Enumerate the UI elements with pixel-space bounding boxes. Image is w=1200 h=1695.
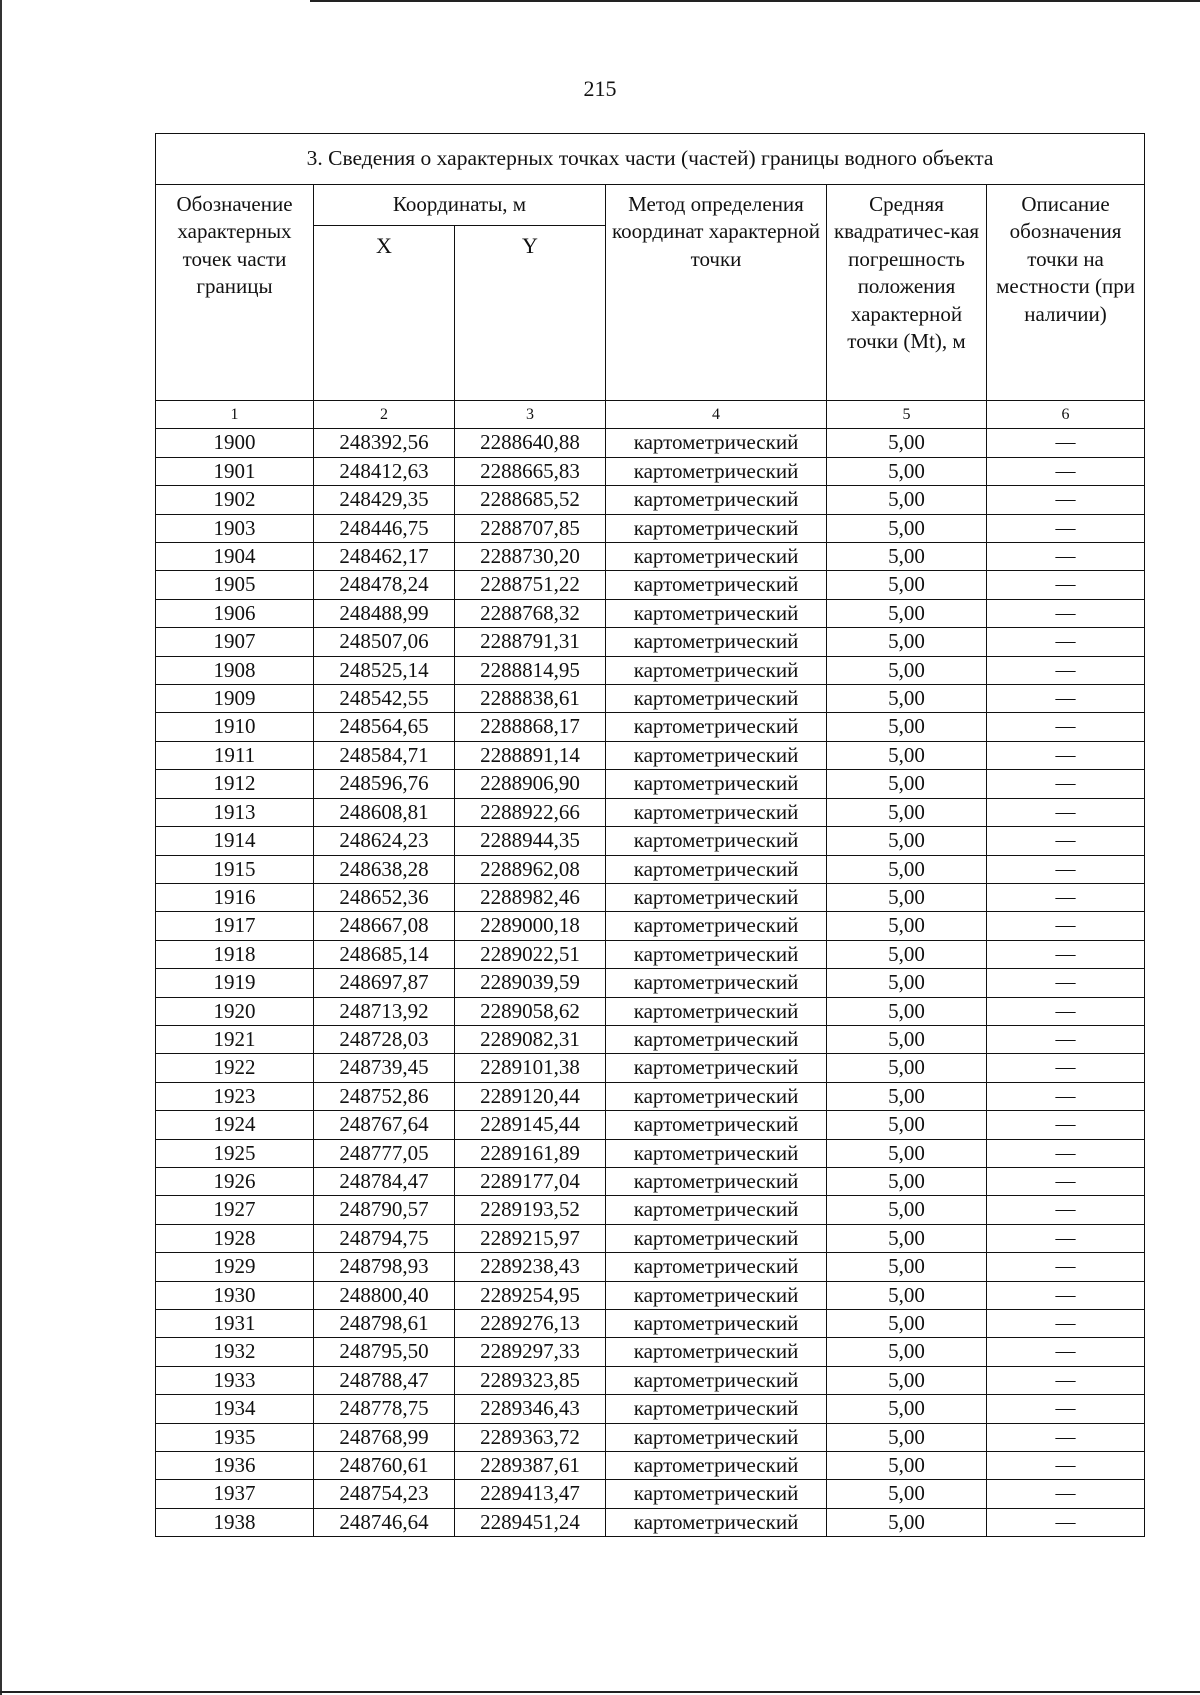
- table-row: [156, 1054, 1145, 1082]
- coord-y-cell: 2289215,97: [455, 1224, 606, 1252]
- table-row: [156, 940, 1145, 968]
- table-row: [156, 571, 1145, 599]
- coord-y-cell: 2289022,51: [455, 940, 606, 968]
- accuracy-cell: 5,00: [827, 1423, 987, 1451]
- point-id-cell: 1919: [156, 969, 314, 997]
- method-cell: картометрический: [606, 486, 827, 514]
- point-id-cell: 1928: [156, 1224, 314, 1252]
- coord-y-cell: 2288868,17: [455, 713, 606, 741]
- boundary-points-table: [155, 133, 1145, 1537]
- table-row: [156, 1111, 1145, 1139]
- accuracy-cell: 5,00: [827, 912, 987, 940]
- description-cell: —: [987, 1253, 1145, 1281]
- accuracy-cell: 5,00: [827, 1196, 987, 1224]
- table-row: [156, 1395, 1145, 1423]
- point-id-cell: 1911: [156, 741, 314, 769]
- column-number: 2: [314, 401, 455, 429]
- coord-x-cell: 248392,56: [314, 429, 455, 457]
- table-row: [156, 1281, 1145, 1309]
- method-cell: картометрический: [606, 599, 827, 627]
- header-designation: Обозначение характерных точек части границы: [156, 185, 314, 401]
- description-cell: —: [987, 486, 1145, 514]
- coord-y-cell: 2289145,44: [455, 1111, 606, 1139]
- method-cell: картометрический: [606, 1196, 827, 1224]
- table-row: [156, 1196, 1145, 1224]
- table-row: [156, 1338, 1145, 1366]
- coord-x-cell: 248760,61: [314, 1452, 455, 1480]
- point-id-cell: 1905: [156, 571, 314, 599]
- coord-x-cell: 248652,36: [314, 883, 455, 911]
- table-row: [156, 685, 1145, 713]
- accuracy-cell: 5,00: [827, 1452, 987, 1480]
- coord-y-cell: 2288962,08: [455, 855, 606, 883]
- accuracy-cell: 5,00: [827, 543, 987, 571]
- header-x: X: [314, 226, 455, 401]
- description-cell: —: [987, 912, 1145, 940]
- point-id-cell: 1923: [156, 1082, 314, 1110]
- coord-x-cell: 248788,47: [314, 1366, 455, 1394]
- accuracy-cell: 5,00: [827, 1395, 987, 1423]
- table-row: [156, 1139, 1145, 1167]
- description-cell: —: [987, 741, 1145, 769]
- point-id-cell: 1908: [156, 656, 314, 684]
- point-id-cell: 1915: [156, 855, 314, 883]
- accuracy-cell: 5,00: [827, 1025, 987, 1053]
- method-cell: картометрический: [606, 628, 827, 656]
- description-cell: —: [987, 1167, 1145, 1195]
- method-cell: картометрический: [606, 912, 827, 940]
- coord-y-cell: 2289193,52: [455, 1196, 606, 1224]
- description-cell: —: [987, 1480, 1145, 1508]
- coord-y-cell: 2288730,20: [455, 543, 606, 571]
- accuracy-cell: 5,00: [827, 571, 987, 599]
- coord-y-cell: 2289058,62: [455, 997, 606, 1025]
- accuracy-cell: 5,00: [827, 457, 987, 485]
- description-cell: —: [987, 685, 1145, 713]
- table-row: [156, 1452, 1145, 1480]
- table-caption: 3. Сведения о характерных точках части (частей) границы водного объекта: [156, 134, 1145, 185]
- method-cell: картометрический: [606, 1508, 827, 1536]
- scan-edge-top: [310, 0, 1200, 2]
- point-id-cell: 1930: [156, 1281, 314, 1309]
- accuracy-cell: 5,00: [827, 1310, 987, 1338]
- description-cell: —: [987, 940, 1145, 968]
- accuracy-cell: 5,00: [827, 883, 987, 911]
- accuracy-cell: 5,00: [827, 429, 987, 457]
- accuracy-cell: 5,00: [827, 656, 987, 684]
- coord-y-cell: 2289120,44: [455, 1082, 606, 1110]
- accuracy-cell: 5,00: [827, 827, 987, 855]
- table-row: [156, 713, 1145, 741]
- table-row: [156, 457, 1145, 485]
- coord-y-cell: 2288685,52: [455, 486, 606, 514]
- coord-y-cell: 2289451,24: [455, 1508, 606, 1536]
- description-cell: —: [987, 628, 1145, 656]
- description-cell: —: [987, 656, 1145, 684]
- scan-edge-bottom: [0, 1691, 1200, 1693]
- coord-x-cell: 248507,06: [314, 628, 455, 656]
- point-id-cell: 1903: [156, 514, 314, 542]
- coord-x-cell: 248752,86: [314, 1082, 455, 1110]
- description-cell: —: [987, 1139, 1145, 1167]
- point-id-cell: 1921: [156, 1025, 314, 1053]
- accuracy-cell: 5,00: [827, 770, 987, 798]
- table-row: [156, 599, 1145, 627]
- table-row: [156, 855, 1145, 883]
- point-id-cell: 1912: [156, 770, 314, 798]
- accuracy-cell: 5,00: [827, 599, 987, 627]
- accuracy-cell: 5,00: [827, 514, 987, 542]
- point-id-cell: 1933: [156, 1366, 314, 1394]
- method-cell: картометрический: [606, 457, 827, 485]
- point-id-cell: 1914: [156, 827, 314, 855]
- method-cell: картометрический: [606, 883, 827, 911]
- coord-x-cell: 248624,23: [314, 827, 455, 855]
- coord-y-cell: 2289161,89: [455, 1139, 606, 1167]
- coord-y-cell: 2288768,32: [455, 599, 606, 627]
- header-method: Метод определения координат характерной точки: [606, 185, 827, 401]
- coord-x-cell: 248754,23: [314, 1480, 455, 1508]
- point-id-cell: 1909: [156, 685, 314, 713]
- method-cell: картометрический: [606, 1224, 827, 1252]
- description-cell: —: [987, 457, 1145, 485]
- table-row: [156, 1082, 1145, 1110]
- coord-y-cell: 2288944,35: [455, 827, 606, 855]
- point-id-cell: 1906: [156, 599, 314, 627]
- method-cell: картометрический: [606, 855, 827, 883]
- table-row: [156, 486, 1145, 514]
- table-row: [156, 514, 1145, 542]
- accuracy-cell: 5,00: [827, 1054, 987, 1082]
- description-cell: —: [987, 883, 1145, 911]
- coord-x-cell: 248778,75: [314, 1395, 455, 1423]
- table-row: [156, 883, 1145, 911]
- coord-x-cell: 248488,99: [314, 599, 455, 627]
- coord-x-cell: 248800,40: [314, 1281, 455, 1309]
- point-id-cell: 1920: [156, 997, 314, 1025]
- coord-y-cell: 2289413,47: [455, 1480, 606, 1508]
- method-cell: картометрический: [606, 1111, 827, 1139]
- coord-x-cell: 248542,55: [314, 685, 455, 713]
- coord-y-cell: 2289000,18: [455, 912, 606, 940]
- coord-y-cell: 2288838,61: [455, 685, 606, 713]
- point-id-cell: 1917: [156, 912, 314, 940]
- table-row: [156, 1310, 1145, 1338]
- description-cell: —: [987, 1310, 1145, 1338]
- coord-x-cell: 248739,45: [314, 1054, 455, 1082]
- coord-y-cell: 2288707,85: [455, 514, 606, 542]
- table-row: [156, 1025, 1145, 1053]
- coord-x-cell: 248412,63: [314, 457, 455, 485]
- point-id-cell: 1900: [156, 429, 314, 457]
- coord-y-cell: 2289276,13: [455, 1310, 606, 1338]
- table-row: [156, 543, 1145, 571]
- column-number: 6: [987, 401, 1145, 429]
- point-id-cell: 1926: [156, 1167, 314, 1195]
- coord-x-cell: 248478,24: [314, 571, 455, 599]
- description-cell: —: [987, 1111, 1145, 1139]
- accuracy-cell: 5,00: [827, 969, 987, 997]
- table-row: [156, 912, 1145, 940]
- coord-x-cell: 248790,57: [314, 1196, 455, 1224]
- coord-y-cell: 2288640,88: [455, 429, 606, 457]
- coord-x-cell: 248525,14: [314, 656, 455, 684]
- coord-x-cell: 248767,64: [314, 1111, 455, 1139]
- accuracy-cell: 5,00: [827, 940, 987, 968]
- coord-y-cell: 2289387,61: [455, 1452, 606, 1480]
- description-cell: —: [987, 713, 1145, 741]
- coord-y-cell: 2289238,43: [455, 1253, 606, 1281]
- coord-x-cell: 248697,87: [314, 969, 455, 997]
- accuracy-cell: 5,00: [827, 1167, 987, 1195]
- coord-x-cell: 248462,17: [314, 543, 455, 571]
- method-cell: картометрический: [606, 429, 827, 457]
- point-id-cell: 1904: [156, 543, 314, 571]
- coord-x-cell: 248784,47: [314, 1167, 455, 1195]
- coord-y-cell: 2289323,85: [455, 1366, 606, 1394]
- coord-x-cell: 248446,75: [314, 514, 455, 542]
- column-number: 5: [827, 401, 987, 429]
- method-cell: картометрический: [606, 713, 827, 741]
- coord-y-cell: 2289039,59: [455, 969, 606, 997]
- accuracy-cell: 5,00: [827, 741, 987, 769]
- accuracy-cell: 5,00: [827, 1508, 987, 1536]
- column-number: 1: [156, 401, 314, 429]
- method-cell: картометрический: [606, 1310, 827, 1338]
- point-id-cell: 1927: [156, 1196, 314, 1224]
- method-cell: картометрический: [606, 1253, 827, 1281]
- description-cell: —: [987, 429, 1145, 457]
- coord-x-cell: 248638,28: [314, 855, 455, 883]
- accuracy-cell: 5,00: [827, 1480, 987, 1508]
- column-number-row: [156, 401, 1145, 429]
- coord-y-cell: 2288906,90: [455, 770, 606, 798]
- column-number: 4: [606, 401, 827, 429]
- method-cell: картометрический: [606, 798, 827, 826]
- description-cell: —: [987, 969, 1145, 997]
- coord-x-cell: 248584,71: [314, 741, 455, 769]
- table-row: [156, 827, 1145, 855]
- table-row: [156, 1480, 1145, 1508]
- accuracy-cell: 5,00: [827, 713, 987, 741]
- description-cell: —: [987, 770, 1145, 798]
- description-cell: —: [987, 1423, 1145, 1451]
- method-cell: картометрический: [606, 1480, 827, 1508]
- accuracy-cell: 5,00: [827, 997, 987, 1025]
- accuracy-cell: 5,00: [827, 1139, 987, 1167]
- table-row: [156, 1224, 1145, 1252]
- method-cell: картометрический: [606, 514, 827, 542]
- accuracy-cell: 5,00: [827, 1253, 987, 1281]
- accuracy-cell: 5,00: [827, 628, 987, 656]
- method-cell: картометрический: [606, 940, 827, 968]
- table-row: [156, 1253, 1145, 1281]
- method-cell: картометрический: [606, 741, 827, 769]
- point-id-cell: 1918: [156, 940, 314, 968]
- point-id-cell: 1936: [156, 1452, 314, 1480]
- coord-y-cell: 2288982,46: [455, 883, 606, 911]
- coord-x-cell: 248685,14: [314, 940, 455, 968]
- point-id-cell: 1929: [156, 1253, 314, 1281]
- scan-edge-left: [0, 0, 2, 1695]
- coord-y-cell: 2289082,31: [455, 1025, 606, 1053]
- description-cell: —: [987, 514, 1145, 542]
- point-id-cell: 1902: [156, 486, 314, 514]
- description-cell: —: [987, 827, 1145, 855]
- method-cell: картометрический: [606, 1423, 827, 1451]
- method-cell: картометрический: [606, 1139, 827, 1167]
- coord-y-cell: 2289101,38: [455, 1054, 606, 1082]
- method-cell: картометрический: [606, 1395, 827, 1423]
- description-cell: —: [987, 1395, 1145, 1423]
- method-cell: картометрический: [606, 1054, 827, 1082]
- coord-x-cell: 248777,05: [314, 1139, 455, 1167]
- method-cell: картометрический: [606, 1167, 827, 1195]
- coord-y-cell: 2288922,66: [455, 798, 606, 826]
- coord-x-cell: 248768,99: [314, 1423, 455, 1451]
- point-id-cell: 1937: [156, 1480, 314, 1508]
- header-row: [156, 185, 1145, 226]
- coord-x-cell: 248667,08: [314, 912, 455, 940]
- coord-x-cell: 248564,65: [314, 713, 455, 741]
- table-row: [156, 1423, 1145, 1451]
- method-cell: картометрический: [606, 1082, 827, 1110]
- table-row: [156, 1366, 1145, 1394]
- column-number: 3: [455, 401, 606, 429]
- point-id-cell: 1931: [156, 1310, 314, 1338]
- accuracy-cell: 5,00: [827, 685, 987, 713]
- method-cell: картометрический: [606, 1025, 827, 1053]
- description-cell: —: [987, 1054, 1145, 1082]
- coord-x-cell: 248746,64: [314, 1508, 455, 1536]
- coord-y-cell: 2289254,95: [455, 1281, 606, 1309]
- method-cell: картометрический: [606, 1281, 827, 1309]
- method-cell: картометрический: [606, 543, 827, 571]
- header-accuracy: Средняя квадратичес-кая погрешность положения характерной точки (Mt), м: [827, 185, 987, 401]
- coord-y-cell: 2288814,95: [455, 656, 606, 684]
- coord-x-cell: 248728,03: [314, 1025, 455, 1053]
- point-id-cell: 1913: [156, 798, 314, 826]
- accuracy-cell: 5,00: [827, 486, 987, 514]
- description-cell: —: [987, 599, 1145, 627]
- point-id-cell: 1932: [156, 1338, 314, 1366]
- accuracy-cell: 5,00: [827, 1082, 987, 1110]
- accuracy-cell: 5,00: [827, 1281, 987, 1309]
- table-row: [156, 770, 1145, 798]
- coord-x-cell: 248713,92: [314, 997, 455, 1025]
- page-number: 215: [583, 76, 617, 101]
- header-coordinates: Координаты, м: [314, 185, 606, 226]
- header-description: Описание обозначения точки на местности (при наличии): [987, 185, 1145, 401]
- point-id-cell: 1935: [156, 1423, 314, 1451]
- coord-y-cell: 2288891,14: [455, 741, 606, 769]
- point-id-cell: 1907: [156, 628, 314, 656]
- method-cell: картометрический: [606, 1366, 827, 1394]
- method-cell: картометрический: [606, 969, 827, 997]
- point-id-cell: 1922: [156, 1054, 314, 1082]
- method-cell: картометрический: [606, 997, 827, 1025]
- description-cell: —: [987, 1508, 1145, 1536]
- description-cell: —: [987, 1281, 1145, 1309]
- coord-y-cell: 2288791,31: [455, 628, 606, 656]
- coord-y-cell: 2288665,83: [455, 457, 606, 485]
- description-cell: —: [987, 543, 1145, 571]
- accuracy-cell: 5,00: [827, 1111, 987, 1139]
- coord-y-cell: 2288751,22: [455, 571, 606, 599]
- table-row: [156, 628, 1145, 656]
- table-row: [156, 1167, 1145, 1195]
- point-id-cell: 1910: [156, 713, 314, 741]
- coord-y-cell: 2289177,04: [455, 1167, 606, 1195]
- coord-x-cell: 248429,35: [314, 486, 455, 514]
- table-row: [156, 798, 1145, 826]
- description-cell: —: [987, 798, 1145, 826]
- method-cell: картометрический: [606, 1338, 827, 1366]
- description-cell: —: [987, 997, 1145, 1025]
- coord-x-cell: 248596,76: [314, 770, 455, 798]
- coord-x-cell: 248798,61: [314, 1310, 455, 1338]
- accuracy-cell: 5,00: [827, 855, 987, 883]
- point-id-cell: 1925: [156, 1139, 314, 1167]
- method-cell: картометрический: [606, 1452, 827, 1480]
- description-cell: —: [987, 1366, 1145, 1394]
- coord-y-cell: 2289346,43: [455, 1395, 606, 1423]
- description-cell: —: [987, 1196, 1145, 1224]
- coord-y-cell: 2289297,33: [455, 1338, 606, 1366]
- coord-x-cell: 248798,93: [314, 1253, 455, 1281]
- accuracy-cell: 5,00: [827, 1224, 987, 1252]
- point-id-cell: 1916: [156, 883, 314, 911]
- point-id-cell: 1901: [156, 457, 314, 485]
- method-cell: картометрический: [606, 571, 827, 599]
- method-cell: картометрический: [606, 827, 827, 855]
- accuracy-cell: 5,00: [827, 1366, 987, 1394]
- method-cell: картометрический: [606, 770, 827, 798]
- table-row: [156, 656, 1145, 684]
- point-id-cell: 1938: [156, 1508, 314, 1536]
- accuracy-cell: 5,00: [827, 798, 987, 826]
- method-cell: картометрический: [606, 685, 827, 713]
- description-cell: —: [987, 1224, 1145, 1252]
- description-cell: —: [987, 571, 1145, 599]
- table-row: [156, 969, 1145, 997]
- description-cell: —: [987, 1338, 1145, 1366]
- accuracy-cell: 5,00: [827, 1338, 987, 1366]
- table-row: [156, 429, 1145, 457]
- method-cell: картометрический: [606, 656, 827, 684]
- coord-x-cell: 248794,75: [314, 1224, 455, 1252]
- header-y: Y: [455, 226, 606, 401]
- caption-row: [156, 134, 1145, 185]
- description-cell: —: [987, 855, 1145, 883]
- point-id-cell: 1924: [156, 1111, 314, 1139]
- coord-x-cell: 248795,50: [314, 1338, 455, 1366]
- description-cell: —: [987, 1025, 1145, 1053]
- point-id-cell: 1934: [156, 1395, 314, 1423]
- description-cell: —: [987, 1082, 1145, 1110]
- table-body: [156, 429, 1145, 1537]
- description-cell: —: [987, 1452, 1145, 1480]
- table-row: [156, 741, 1145, 769]
- table-row: [156, 1508, 1145, 1536]
- coord-x-cell: 248608,81: [314, 798, 455, 826]
- table-row: [156, 997, 1145, 1025]
- coord-y-cell: 2289363,72: [455, 1423, 606, 1451]
